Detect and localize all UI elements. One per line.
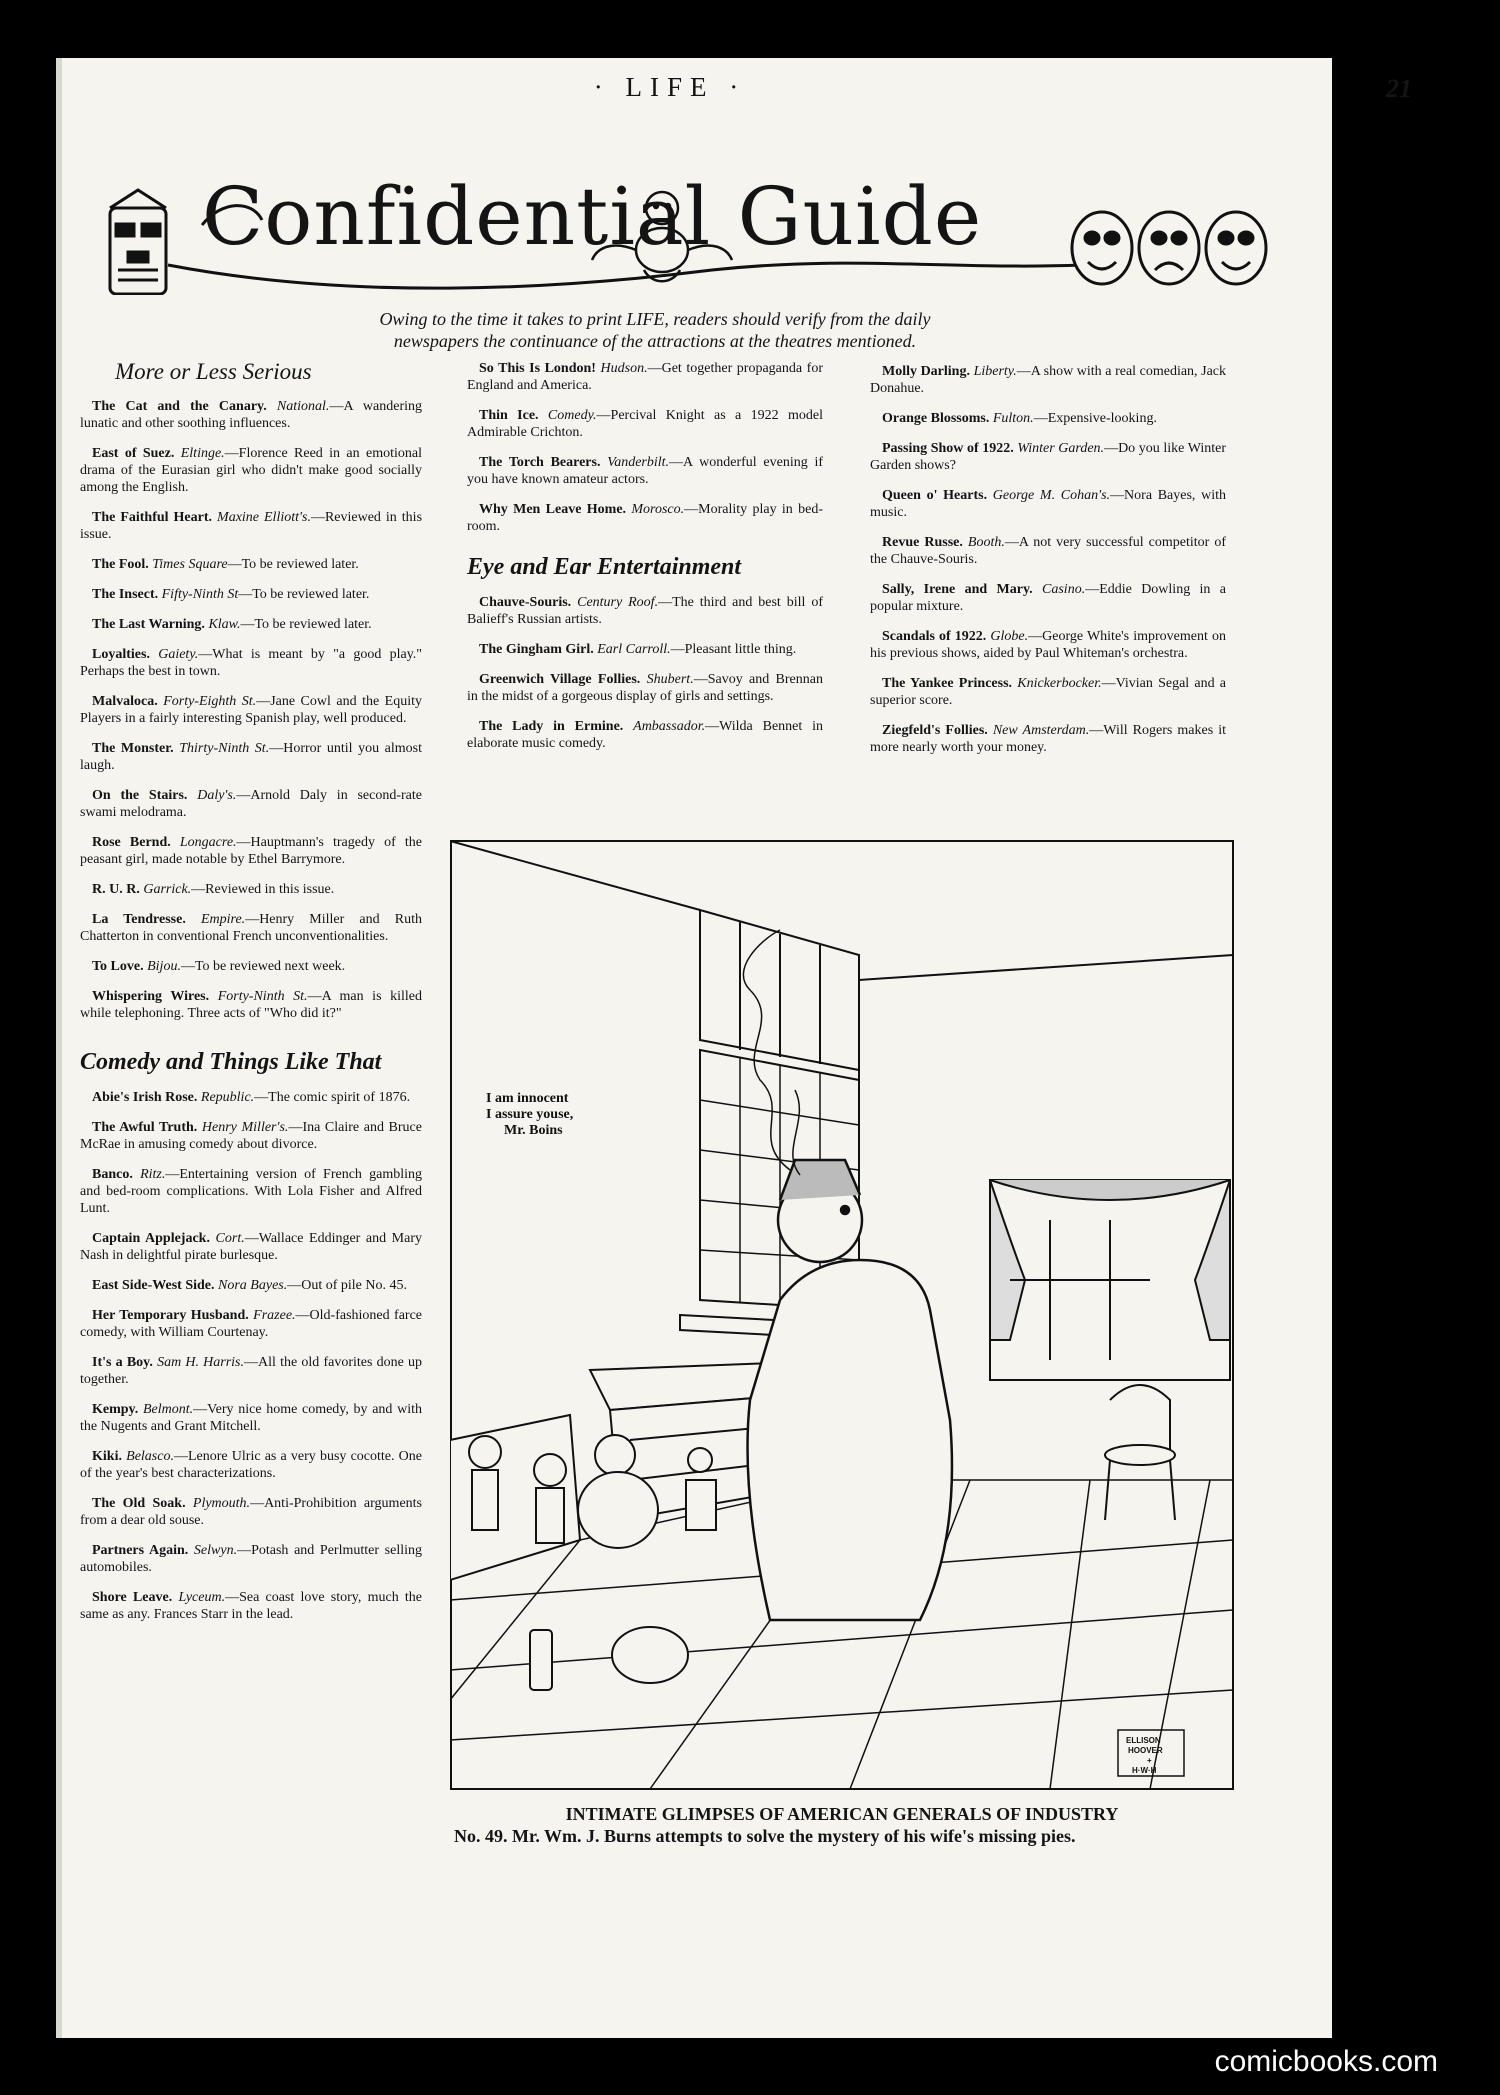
listing-title: Abie's Irish Rose. <box>92 1090 198 1105</box>
banner-title: Confidential Guide <box>202 170 983 263</box>
listing-description: —To be reviewed later. <box>238 587 370 602</box>
signature-line-3: + <box>1147 1756 1152 1765</box>
listing-entry <box>80 693 422 727</box>
listing-description: —To be reviewed later. <box>240 617 372 632</box>
listing-title: Revue Russe. <box>882 535 963 550</box>
listing-entry <box>80 1277 422 1294</box>
listing-title: Molly Darling. <box>882 364 970 379</box>
listing-description: —Morality play in bed-room. <box>467 502 824 534</box>
listing-description: —Anti-Prohibition arguments from a dear old souse. <box>80 1496 422 1528</box>
listing-entry <box>870 581 1226 615</box>
listing-venue: New Amsterdam. <box>992 723 1090 738</box>
listing-venue: Forty-Eighth St. <box>163 694 257 709</box>
listing-description: —A wandering lunatic and other soothing influences. <box>80 399 423 431</box>
listing-venue: Maxine Elliott's. <box>217 510 311 525</box>
listing-title: Captain Applejack. <box>92 1231 210 1246</box>
listing-entry <box>80 1354 422 1388</box>
listing-entry <box>80 1230 422 1264</box>
listing-description: —The third and best bill of Balieff's Russian artists. <box>467 595 823 627</box>
listing-title: Partners Again. <box>92 1543 189 1558</box>
listing-description: —The comic spirit of 1876. <box>254 1090 411 1105</box>
listing-entry <box>467 718 823 752</box>
listing-description: —Horror until you almost laugh. <box>80 741 422 773</box>
listing-entry <box>870 534 1226 568</box>
listing-entry <box>80 1495 422 1529</box>
listing-entry <box>870 628 1226 662</box>
listing-title: The Awful Truth. <box>92 1120 198 1135</box>
listing-description: —Percival Knight as a 1922 model Admirable Crichton. <box>467 408 823 440</box>
listing-title: Kiki. <box>92 1449 122 1464</box>
listing-venue: Forty-Ninth St. <box>217 989 308 1004</box>
listing-description: —A wonderful evening if you have known amateur actors. <box>467 455 823 487</box>
listing-venue: George M. Cohan's. <box>992 488 1111 503</box>
listing-description: —Savoy and Brennan in the midst of a gorgeous display of girls and settings. <box>467 672 823 704</box>
notice-text <box>230 308 1080 352</box>
listing-venue: Globe. <box>990 629 1029 644</box>
listing-title: Scandals of 1922. <box>882 629 987 644</box>
column-3-list <box>870 363 1226 756</box>
listing-description: —Reviewed in this issue. <box>191 882 335 897</box>
listing-venue: Thirty-Ninth St. <box>179 741 270 756</box>
listing-description: —Arnold Daly in second-rate swami melodrama. <box>80 788 422 820</box>
listing-venue: Nora Bayes. <box>218 1278 288 1293</box>
listing-venue: Frazee. <box>253 1308 296 1323</box>
listing-title: Queen o' Hearts. <box>882 488 988 503</box>
listing-entry <box>80 1542 422 1576</box>
listing-entry <box>80 1307 422 1341</box>
listing-title: The Insect. <box>92 587 159 602</box>
signature-line-2: HOOVER <box>1128 1746 1163 1755</box>
listing-entry <box>80 616 422 633</box>
listing-entry <box>80 834 422 868</box>
listing-title: R. U. R. <box>92 882 140 897</box>
listing-description: —Wallace Eddinger and Mary Nash in delightful pirate burlesque. <box>80 1231 422 1263</box>
listing-title: The Fool. <box>92 557 149 572</box>
running-title: · LIFE · <box>593 72 747 102</box>
listing-title: Banco. <box>92 1167 133 1182</box>
listing-title: The Monster. <box>92 741 174 756</box>
listing-entry <box>80 881 422 898</box>
listing-entry <box>80 911 422 945</box>
listing-venue: Vanderbilt. <box>607 455 670 470</box>
listing-venue: Liberty. <box>973 364 1017 379</box>
listing-description: —Vivian Segal and a superior score. <box>870 676 1226 708</box>
listing-venue: Klaw. <box>208 617 241 632</box>
listing-venue: Daly's. <box>197 788 237 803</box>
listing-venue: Empire. <box>200 912 246 927</box>
caption-line-2: No. 49. Mr. Wm. J. Burns attempts to solve the mystery of his wife's missing pies. <box>454 1826 1076 1846</box>
listing-title: Her Temporary Husband. <box>92 1308 249 1323</box>
listing-venue: Eltinge. <box>180 446 225 461</box>
listing-venue: Booth. <box>967 535 1005 550</box>
listing-description: —To be reviewed later. <box>227 557 359 572</box>
listing-description: —Reviewed in this issue. <box>80 510 423 542</box>
listing-description: —Very nice home comedy, by and with the Nugents and Grant Mitchell. <box>80 1402 422 1434</box>
column-1 <box>80 355 422 1636</box>
listing-venue: Fulton. <box>992 411 1034 426</box>
listing-entry <box>870 722 1226 756</box>
listing-venue: Plymouth. <box>192 1496 251 1511</box>
listing-venue: Century Roof. <box>577 595 659 610</box>
listing-entry <box>467 641 823 658</box>
window <box>990 1180 1230 1380</box>
listing-description: —Florence Reed in an emotional drama of the Eurasian girl who didn't make good socially among the English. <box>80 446 422 495</box>
listing-description: —Hauptmann's tragedy of the peasant girl, made notable by Ethel Barrymore. <box>80 835 422 867</box>
section-heading-eye-ear: Eye and Ear Entertainment <box>467 554 742 580</box>
listing-venue: Lyceum. <box>178 1590 226 1605</box>
listing-title: Shore Leave. <box>92 1590 173 1605</box>
listing-entry <box>467 594 823 628</box>
listing-venue: Morosco. <box>631 502 685 517</box>
listing-title: Loyalties. <box>92 647 150 662</box>
listing-title: Sally, Irene and Mary. <box>882 582 1033 597</box>
listing-description: —George White's improvement on his previous shows, aided by Paul Whiteman's orchestra. <box>870 629 1226 661</box>
listing-description: —A show with a real comedian, Jack Donahue. <box>870 364 1227 396</box>
speech-line-2: I assure youse, <box>486 1107 574 1122</box>
listing-title: The Cat and the Canary. <box>92 399 267 414</box>
listing-venue: Sam H. Harris. <box>157 1355 245 1370</box>
listing-venue: Shubert. <box>646 672 694 687</box>
signature-line-4: H·W·H <box>1132 1766 1157 1775</box>
serious-list <box>80 398 422 1022</box>
listing-description: —Lenore Ulric as a very busy cocotte. One of the year's best characterizations. <box>80 1449 422 1481</box>
listing-entry <box>80 646 422 680</box>
listing-description: —Ina Claire and Bruce McRae in amusing comedy about divorce. <box>80 1120 422 1152</box>
listing-entry <box>467 671 823 705</box>
caption-line-1: INTIMATE GLIMPSES OF AMERICAN GENERALS OF INDUSTRY <box>565 1804 1119 1824</box>
listing-description: —Out of pile No. 45. <box>287 1278 407 1293</box>
listing-description: —Expensive-looking. <box>1033 411 1157 426</box>
listing-entry <box>870 440 1226 474</box>
confidential-guide-banner <box>52 120 1292 295</box>
listing-description: —Entertaining version of French gambling and bed-room complications. With Lola Fisher and Alfred Lunt. <box>80 1167 423 1216</box>
listing-entry <box>870 363 1226 397</box>
notice-line-2: newspapers the continuance of the attractions at the theatres mentioned. <box>393 331 917 351</box>
kitchen-cartoon <box>450 840 1234 1790</box>
notice-line-1: Owing to the time it takes to print LIFE, readers should verify from the daily <box>379 309 931 329</box>
listing-title: Thin Ice. <box>479 408 539 423</box>
listing-venue: Ambassador. <box>633 719 706 734</box>
listing-title: The Gingham Girl. <box>479 642 594 657</box>
listing-title: To Love. <box>92 959 144 974</box>
listing-title: Rose Bernd. <box>92 835 171 850</box>
listing-title: Chauve-Souris. <box>479 595 572 610</box>
listing-venue: Knickerbocker. <box>1017 676 1102 691</box>
listing-venue: Earl Carroll. <box>597 642 671 657</box>
section-heading-comedy: Comedy and Things Like That <box>80 1049 382 1075</box>
listing-venue: Comedy. <box>547 408 597 423</box>
listing-title: Why Men Leave Home. <box>479 502 627 517</box>
watermark: comicbooks.com <box>1214 2045 1438 2078</box>
listing-entry <box>80 988 422 1022</box>
listing-entry <box>80 1089 422 1106</box>
listing-description: —To be reviewed next week. <box>180 959 346 974</box>
listing-venue: Ritz. <box>140 1167 166 1182</box>
listing-venue: Casino. <box>1042 582 1086 597</box>
listing-entry <box>80 586 422 603</box>
listing-venue: Longacre. <box>179 835 237 850</box>
column-2-list <box>467 360 823 535</box>
listing-description: —Get together propaganda for England and America. <box>467 361 824 393</box>
listing-venue: Garrick. <box>143 882 192 897</box>
listing-title: Passing Show of 1922. <box>882 441 1014 456</box>
page-binding-edge <box>56 58 62 2038</box>
listing-description: —Sea coast love story, much the same as any. Frances Starr in the lead. <box>80 1590 423 1622</box>
listing-venue: Times Square <box>152 557 228 572</box>
listing-venue: Selwyn. <box>193 1543 238 1558</box>
illustration-caption <box>452 1803 1232 1847</box>
listing-entry <box>80 787 422 821</box>
listing-description: —Wilda Bennet in elaborate music comedy. <box>467 719 823 751</box>
section-heading-serious: More or Less Serious <box>115 359 312 384</box>
page-header <box>0 72 1500 122</box>
listing-entry <box>80 1448 422 1482</box>
eye-ear-list <box>467 594 823 752</box>
listing-title: Ziegfeld's Follies. <box>882 723 988 738</box>
listing-venue: Winter Garden. <box>1017 441 1105 456</box>
listing-venue: Bijou. <box>147 959 181 974</box>
cartoon-illustration <box>450 840 1234 1790</box>
listing-description: —Will Rogers makes it more nearly worth your money. <box>870 723 1227 755</box>
listing-title: Orange Blossoms. <box>882 411 990 426</box>
listing-title: The Lady in Ermine. <box>479 719 624 734</box>
listing-description: —All the old favorites done up together. <box>80 1355 423 1387</box>
listing-title: The Torch Bearers. <box>479 455 601 470</box>
listing-title: East of Suez. <box>92 446 175 461</box>
listing-entry <box>467 407 823 441</box>
listing-description: —Jane Cowl and the Equity Players in a fairly interesting Spanish play, well produced. <box>80 694 422 726</box>
listing-venue: Gaiety. <box>158 647 199 662</box>
listing-title: The Faithful Heart. <box>92 510 213 525</box>
listing-entry <box>467 360 823 394</box>
listing-entry <box>80 1401 422 1435</box>
listing-venue: Hudson. <box>600 361 648 376</box>
listing-venue: Cort. <box>215 1231 245 1246</box>
listing-entry <box>80 556 422 573</box>
tiki-mask-icon <box>110 190 166 294</box>
listing-description: —Do you like Winter Garden shows? <box>870 441 1227 473</box>
listing-venue: Henry Miller's. <box>201 1120 289 1135</box>
listing-description: —Potash and Perlmutter selling automobiles. <box>80 1543 423 1575</box>
listing-title: The Last Warning. <box>92 617 205 632</box>
listing-entry <box>80 445 422 496</box>
listing-entry <box>870 410 1226 427</box>
listing-title: Malvaloca. <box>92 694 158 709</box>
listing-entry <box>80 1589 422 1623</box>
listing-entry <box>80 740 422 774</box>
listing-title: The Yankee Princess. <box>882 676 1013 691</box>
listing-title: La Tendresse. <box>92 912 186 927</box>
listing-title: On the Stairs. <box>92 788 188 803</box>
listing-venue: Republic. <box>200 1090 255 1105</box>
theater-masks-icon <box>1072 212 1266 284</box>
listing-description: —Eddie Dowling in a popular mixture. <box>870 582 1226 614</box>
listing-title: East Side-West Side. <box>92 1278 215 1293</box>
listing-venue: Belmont. <box>142 1402 194 1417</box>
listing-entry <box>80 1119 422 1153</box>
speech-line-1: I am innocent <box>486 1091 569 1106</box>
listing-entry <box>80 958 422 975</box>
listing-description: —Henry Miller and Ruth Chatterton in conventional French unconventionalities. <box>80 912 423 944</box>
listing-title: The Old Soak. <box>92 1496 186 1511</box>
page-number: 21 <box>1386 74 1412 103</box>
listing-entry <box>80 509 422 543</box>
column-3 <box>870 363 1226 769</box>
speech-line-3: Mr. Boins <box>504 1123 563 1138</box>
listing-entry <box>870 487 1226 521</box>
listing-description: —Old-fashioned farce comedy, with William Courtenay. <box>80 1308 423 1340</box>
signature-line-1: ELLISON <box>1126 1736 1161 1745</box>
listing-venue: Belasco. <box>126 1449 174 1464</box>
listing-description: —What is meant by "a good play." Perhaps the best in town. <box>80 647 423 679</box>
listing-title: So This Is London! <box>479 361 596 376</box>
comedy-list <box>80 1089 422 1623</box>
listing-title: Greenwich Village Follies. <box>479 672 641 687</box>
listing-entry <box>467 501 823 535</box>
listing-venue: National. <box>276 399 330 414</box>
column-2 <box>467 360 823 765</box>
listing-title: Whispering Wires. <box>92 989 210 1004</box>
listing-entry <box>467 454 823 488</box>
listing-entry <box>80 1166 422 1217</box>
listing-description: —Pleasant little thing. <box>670 642 797 657</box>
listing-entry <box>80 398 422 432</box>
listing-description: —Nora Bayes, with music. <box>870 488 1226 520</box>
listing-venue: Fifty-Ninth St <box>161 587 239 602</box>
listing-description: —A not very successful competitor of the Chauve-Souris. <box>870 535 1227 567</box>
listing-description: —A man is killed while telephoning. Three acts of "Who did it?" <box>80 989 422 1021</box>
listing-title: It's a Boy. <box>92 1355 153 1370</box>
listing-entry <box>870 675 1226 709</box>
listing-title: Kempy. <box>92 1402 139 1417</box>
